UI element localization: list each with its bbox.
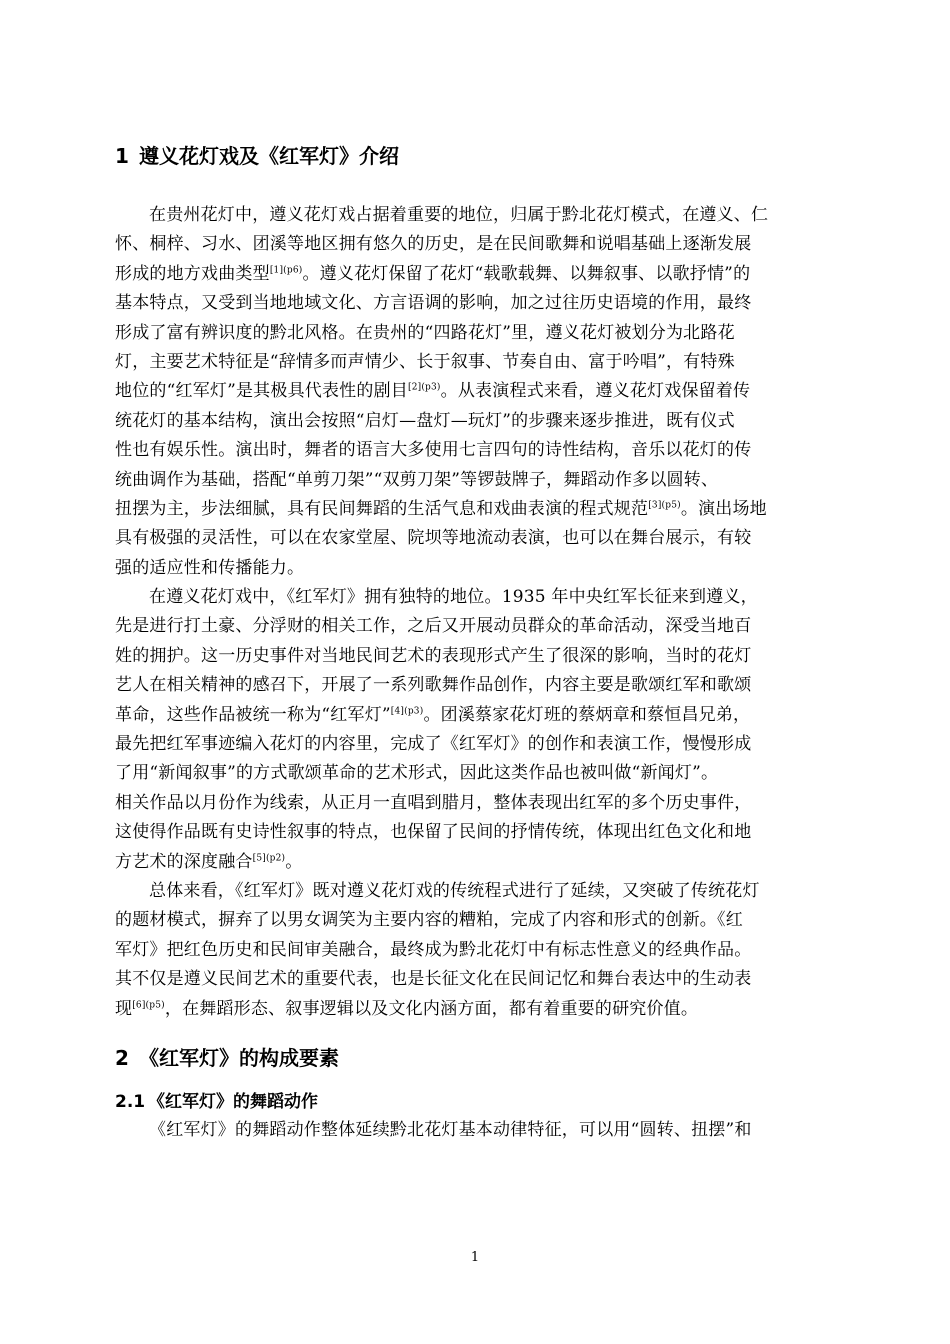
line-text: 姓的拥护。这一历史事件对当地民间艺术的表现形式产生了很深的影响，当时的花灯 [115,645,752,666]
line-text: 在贵州花灯中，遵义花灯戏占据着重要的地位，归属于黔北花灯模式，在遵义、仁 [149,205,769,225]
paragraph-line [115,260,837,289]
section-1-heading [115,140,837,172]
line-text-continued: 。从表演程式来看，遵义花灯戏保留着传 [440,381,751,402]
line-text: 在遵义花灯戏中，《红军灯》拥有独特的地位。1935 年中央红军长征来到遵义， [149,587,758,608]
line-text: 军灯》把红色历史和民间审美融合，最终成为黔北花灯中有标志性意义的经典作品。 [115,939,752,960]
line-text: 基本特点，又受到当地地域文化、方言语调的影响，加之过往历史语境的作用，最终 [115,293,752,314]
citation-reference: [5](p2) [252,853,286,864]
paragraph-line [115,818,837,847]
paragraph-line [115,877,837,906]
paragraph-line [115,289,837,318]
line-text: 形成了富有辨识度的黔北风格。在贵州的“四路花灯”里，遵义花灯被划分为北路花 [115,322,735,343]
section-1-number: 1 [115,144,129,168]
paragraph-line [115,759,837,788]
line-text: 现 [115,998,133,1019]
paragraph-line [115,642,837,671]
line-text: 了用“新闻叙事”的方式歌颂革命的艺术形式，因此这类作品也被叫做“新闻灯”。 [115,763,719,784]
line-text: 统曲调作为基础，搭配“单剪刀架”“双剪刀架”等锣鼓牌子，舞蹈动作多以圆转、 [115,469,719,490]
line-text: 怀、桐梓、习水、团溪等地区拥有悠久的历史，是在民间歌舞和说唱基础上逐渐发展 [115,234,752,255]
paragraph-line [115,554,837,583]
citation-reference: [2](p3) [407,383,441,394]
paragraph-line [115,524,837,553]
paragraph-2 [115,583,837,877]
line-text: 其不仅是遵义民间艺术的重要代表，也是长征文化在民间记忆和舞台表达中的生动表 [115,969,752,990]
paragraph-line [115,936,837,965]
line-text: 灯，主要艺术特征是“辞情多而声情少、长于叙事、节奏自由、富于吟唱”，有特殊 [115,351,735,372]
paragraph-line [115,789,837,818]
section-2-heading [115,1042,837,1074]
paragraph-1 [115,201,837,583]
line-text-continued: ，在舞蹈形态、叙事逻辑以及文化内涵方面，都有着重要的研究价值。 [164,998,699,1019]
line-text: 革命，这些作品被统一称为“红军灯” [115,704,391,725]
paragraph-line [115,348,837,377]
section-1-title: 遵义花灯戏及《红军灯》介绍 [139,144,399,168]
paragraph-line [115,995,837,1024]
line-text: 先是进行打土豪、分浮财的相关工作，之后又开展动员群众的革命活动，深受当地百 [115,616,752,637]
line-text: 最先把红军事迹编入花灯的内容里，完成了《红军灯》的创作和表演工作，慢慢形成 [115,734,752,755]
page-number: 1 [470,1250,480,1265]
citation-reference: [3](p5) [648,500,681,511]
paragraph-2-1 [115,1116,837,1145]
paragraph-line: 《红军灯》的舞蹈动作整体延续黔北花灯基本动律特征，可以用“圆转、扭摆”和 [149,1119,752,1140]
subsection-2-1-heading [115,1088,837,1116]
paragraph-line [115,671,837,700]
paragraph-line [115,965,837,994]
paragraph-line [115,583,837,612]
line-text: 相关作品以月份作为线索，从正月一直唱到腊月，整体表现出红军的多个历史事件， [115,792,752,813]
section-2-number: 2 [115,1045,129,1070]
paragraph-line [115,495,837,524]
line-text: 性也有娱乐性。演出时，舞者的语言大多使用七言四句的诗性结构，音乐以花灯的传 [115,440,752,461]
line-text: 艺人在相关精神的感召下，开展了一系列歌舞作品创作，内容主要是歌颂红军和歌颂 [115,675,752,696]
paragraph-line [115,701,837,730]
page-content [115,140,837,1145]
line-text: 地位的“红军灯”是其极具代表性的剧目 [115,381,408,402]
subsection-2-1-title: 《红军灯》的舞蹈动作 [148,1091,318,1112]
paragraph-line [115,612,837,641]
paragraph-line [115,848,837,877]
paragraph-line [115,201,837,230]
paragraph-line [115,466,837,495]
paragraph-line [115,230,837,259]
paragraph-line [115,906,837,935]
line-text: 的题材模式，摒弃了以男女调笑为主要内容的糟粕，完成了内容和形式的创新。《红 [115,910,743,931]
line-text: 这使得作品既有史诗性叙事的特点，也保留了民间的抒情传统，体现出红色文化和地 [115,822,752,843]
line-text-continued: 。 [285,851,303,872]
subsection-2-1-number: 2.1 [115,1091,146,1112]
line-text-continued: 。遵义花灯保留了花灯“载歌载舞、以舞叙事、以歌抒情”的 [302,263,751,284]
paragraph-3 [115,877,837,1024]
line-text-continued: 。演出场地 [680,498,767,519]
paragraph-line [115,377,837,406]
line-text-continued: 。团溪蔡家花灯班的蔡炳章和蔡恒昌兄弟， [423,704,751,725]
line-text: 总体来看，《红军灯》既对遵义花灯戏的传统程式进行了延续，又突破了传统花灯 [149,880,760,901]
citation-reference: [1](p6) [269,265,303,276]
paragraph-line [115,319,837,348]
citation-reference: [4](p3) [390,706,424,717]
paragraph-line [115,730,837,759]
section-2-title: 《红军灯》的构成要素 [139,1045,339,1070]
line-text: 统花灯的基本结构，演出会按照“启灯—盘灯—玩灯”的步骤来逐步推进，既有仪式 [115,410,735,431]
line-text: 扭摆为主，步法细腻，具有民间舞蹈的生活气息和戏曲表演的程式规范 [115,498,649,519]
paragraph-line [115,407,837,436]
line-text: 形成的地方戏曲类型 [115,263,270,284]
paragraph-line [115,436,837,465]
section-1-body [115,201,837,1024]
line-text: 具有极强的灵活性，可以在农家堂屋、院坝等地流动表演，也可以在舞台展示，有较 [115,528,752,549]
line-text: 强的适应性和传播能力。 [115,557,305,578]
citation-reference: [6](p5) [132,1000,165,1011]
line-text: 方艺术的深度融合 [115,851,253,872]
